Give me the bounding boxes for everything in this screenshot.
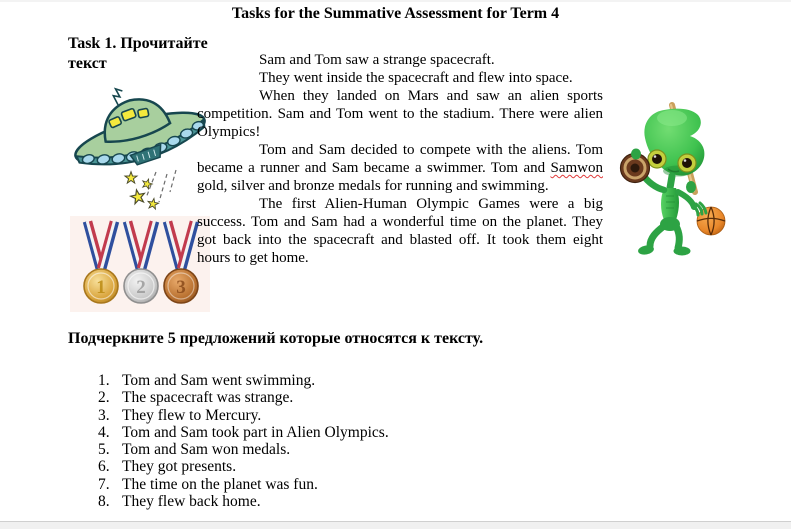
silver-medal-number: 2: [136, 277, 146, 298]
list-item-text: The time on the planet was fun.: [122, 475, 318, 493]
list-item-number: 3.: [98, 406, 110, 424]
story-paragraph-4-pre: Tom and Sam decided to compete with the aliens. Tom became a runner and Sam became a swimmer. Tom and: [197, 142, 603, 176]
list-item: [98, 372, 518, 389]
story-paragraph-3: When they landed on Mars and saw an alien sports competition. Sam and Tom went to the stadium. There were alien Olympics!: [197, 88, 603, 140]
story-paragraph-4-post: gold, silver and bronze medals for running and swimming.: [197, 178, 549, 194]
list-item-text: Tom and Sam took part in Alien Olympics.: [122, 423, 389, 441]
list-item-text: They got presents.: [122, 458, 237, 476]
list-item-text: Tom and Sam went swimming.: [122, 372, 316, 389]
list-item-text: Tom and Sam won medals.: [122, 441, 291, 459]
alien-left-hand: [631, 149, 641, 160]
alien-right-foot: [674, 247, 691, 256]
list-item: [98, 476, 518, 493]
list-item-number: 1.: [98, 372, 110, 389]
list-item-number: 2.: [98, 389, 110, 407]
alien-right-hand: [686, 181, 696, 193]
story-paragraph-2: They went inside the spacecraft and flew into space.: [259, 70, 573, 86]
list-item: [98, 441, 518, 458]
statements-list: [98, 372, 518, 510]
list-item-text: They flew to Mercury.: [122, 406, 262, 424]
alien-neck: [670, 176, 672, 188]
instruction-text: Подчеркните 5 предложений которые относятся к тексту.: [68, 330, 484, 347]
alien-head: [644, 109, 704, 177]
list-item-number: 8.: [98, 493, 110, 511]
story-paragraph-4: [197, 141, 603, 195]
list-item-number: 6.: [98, 458, 110, 476]
alien-left-leg: [650, 226, 664, 246]
misspelled-word: Samwon: [550, 160, 603, 176]
list-item: [98, 493, 518, 510]
page-title: Tasks for the Summative Assessment for Term 4: [231, 5, 560, 22]
list-item-text: They flew back home.: [122, 493, 261, 511]
alien-right-eye: [678, 154, 696, 172]
story-paragraph-5: The first Alien-Human Olympic Games were a big success. Tom and Sam had a wonderful time on the planet. They got back into the spacecraft and blasted off. It took them eight hours to get home.: [197, 196, 603, 266]
alien-right-leg: [676, 226, 679, 248]
story-text: [197, 51, 603, 267]
list-item: [98, 407, 518, 424]
alien-left-eye: [648, 150, 666, 168]
list-item: [98, 424, 518, 441]
task-heading: Task 1. Прочитайте текст: [68, 35, 208, 72]
list-item-number: 7.: [98, 475, 110, 493]
list-item: [98, 458, 518, 475]
medals-illustration: [70, 216, 210, 312]
list-item-text: The spacecraft was strange.: [122, 389, 294, 407]
list-item-number: 4.: [98, 423, 110, 441]
alien-illustration: [612, 98, 730, 260]
list-item-number: 5.: [98, 441, 110, 459]
list-item: [98, 389, 518, 406]
ufo-spacecraft-illustration: [68, 80, 218, 212]
bronze-medal-number: 3: [176, 277, 186, 298]
story-paragraph-1: Sam and Tom saw a strange spacecraft.: [259, 52, 495, 68]
window-bottom-edge: [0, 521, 791, 529]
gold-medal-number: 1: [96, 277, 106, 298]
window-top-edge: [0, 0, 791, 2]
